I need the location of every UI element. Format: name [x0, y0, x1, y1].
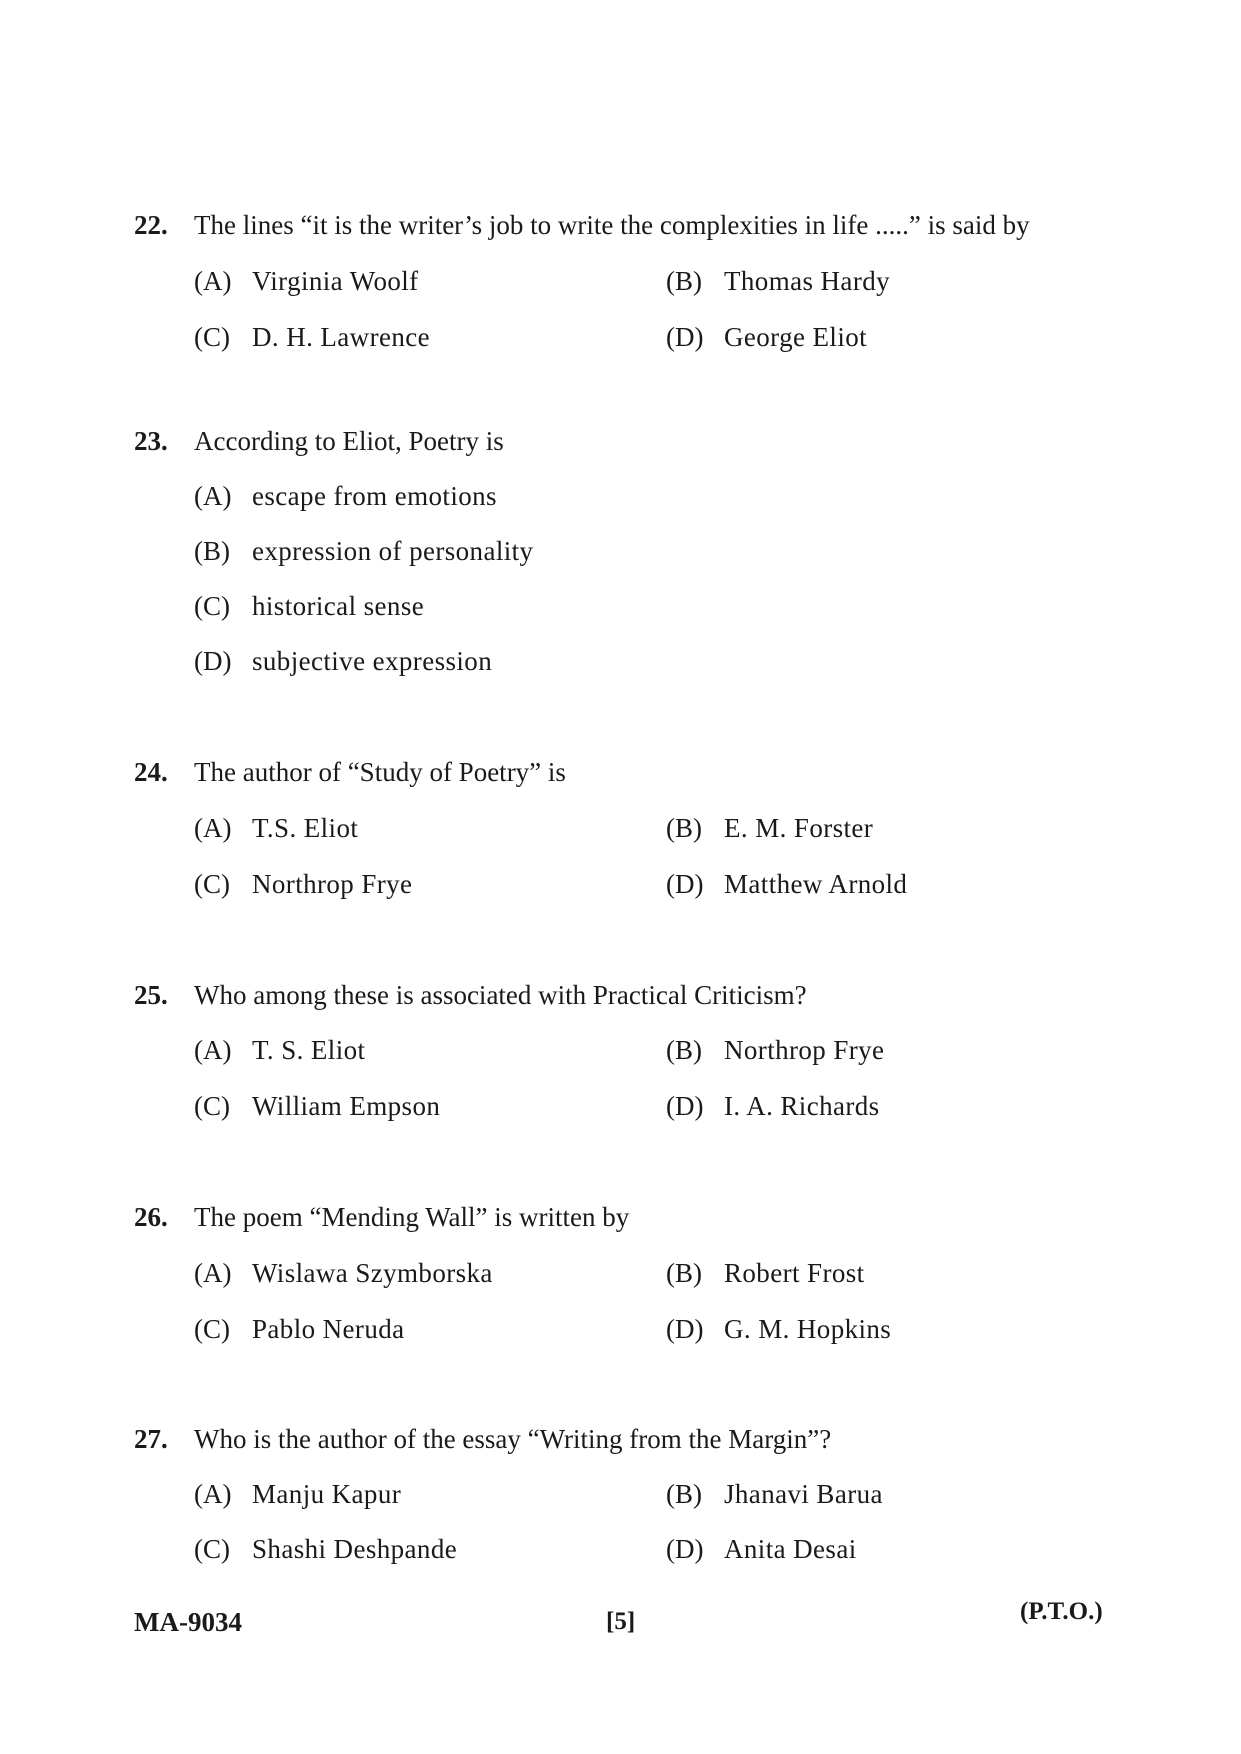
pto-note: (P.T.O.)	[1020, 1598, 1103, 1625]
option-text: Robert Frost	[724, 1258, 865, 1288]
option-letter: (C)	[194, 1534, 230, 1564]
option-text: T. S. Eliot	[252, 1035, 366, 1065]
option-letter: (C)	[194, 1091, 230, 1121]
question-number: 27.	[134, 1424, 168, 1454]
option-text: G. M. Hopkins	[724, 1314, 892, 1344]
option-letter: (B)	[666, 266, 702, 296]
question-number: 25.	[134, 980, 168, 1010]
question-number: 26.	[134, 1202, 168, 1232]
option-letter: (A)	[194, 1035, 232, 1065]
option-letter: (B)	[666, 1479, 702, 1509]
option-text: Jhanavi Barua	[724, 1479, 883, 1509]
option-text: I. A. Richards	[724, 1091, 880, 1121]
question-text: The author of “Study of Poetry” is	[194, 757, 566, 787]
option-letter: (B)	[666, 1035, 702, 1065]
option-text: T.S. Eliot	[252, 813, 359, 843]
option-text: George Eliot	[724, 322, 868, 352]
option-letter: (A)	[194, 813, 232, 843]
option-text: Wislawa Szymborska	[252, 1258, 493, 1288]
option-text: Shashi Deshpande	[252, 1534, 458, 1564]
option-letter: (D)	[666, 322, 704, 352]
option-text: Matthew Arnold	[724, 869, 908, 899]
option-text: subjective expression	[252, 646, 493, 676]
question-number: 22.	[134, 210, 168, 240]
option-letter: (D)	[666, 1314, 704, 1344]
option-text: historical sense	[252, 591, 425, 621]
option-text: Northrop Frye	[252, 869, 413, 899]
option-letter: (B)	[194, 536, 230, 566]
option-text: Anita Desai	[724, 1534, 857, 1564]
question-stem	[0, 975, 1241, 1015]
option-text: expression of personality	[252, 536, 534, 566]
option-text: escape from emotions	[252, 481, 497, 511]
option-letter: (C)	[194, 591, 230, 621]
option-letter: (A)	[194, 1479, 232, 1509]
option-text: William Empson	[252, 1091, 441, 1121]
option-letter: (D)	[666, 1091, 704, 1121]
option-text: Pablo Neruda	[252, 1314, 405, 1344]
question-stem	[0, 1197, 1241, 1237]
question-stem	[0, 1419, 1241, 1459]
question-number: 23.	[134, 426, 168, 456]
option-letter: (A)	[194, 1258, 232, 1288]
option-letter: (B)	[666, 1258, 702, 1288]
question-number: 24.	[134, 757, 168, 787]
question-stem	[0, 205, 1241, 245]
option-text: E. M. Forster	[724, 813, 874, 843]
option-letter: (B)	[666, 813, 702, 843]
option-letter: (C)	[194, 1314, 230, 1344]
question-text: The poem “Mending Wall” is written by	[194, 1202, 630, 1232]
option-text: Northrop Frye	[724, 1035, 885, 1065]
question-stem	[0, 421, 1241, 461]
option-text: Thomas Hardy	[724, 266, 891, 296]
option-text: D. H. Lawrence	[252, 322, 431, 352]
question-text: The lines “it is the writer’s job to write the complexities in life .....” is said by	[194, 210, 1030, 240]
question-text: Who is the author of the essay “Writing from the Margin”?	[194, 1424, 832, 1454]
page-number: [5]	[606, 1608, 636, 1635]
option-letter: (A)	[194, 481, 232, 511]
option-letter: (C)	[194, 869, 230, 899]
option-letter: (C)	[194, 322, 230, 352]
question-text: Who among these is associated with Practical Criticism?	[194, 980, 807, 1010]
question-text: According to Eliot, Poetry is	[194, 426, 504, 456]
paper-code: MA-9034	[134, 1607, 242, 1637]
question-stem	[0, 752, 1241, 792]
option-text: Manju Kapur	[252, 1479, 402, 1509]
option-letter: (D)	[194, 646, 232, 676]
option-text: Virginia Woolf	[252, 266, 419, 296]
option-letter: (D)	[666, 869, 704, 899]
option-letter: (A)	[194, 266, 232, 296]
option-letter: (D)	[666, 1534, 704, 1564]
